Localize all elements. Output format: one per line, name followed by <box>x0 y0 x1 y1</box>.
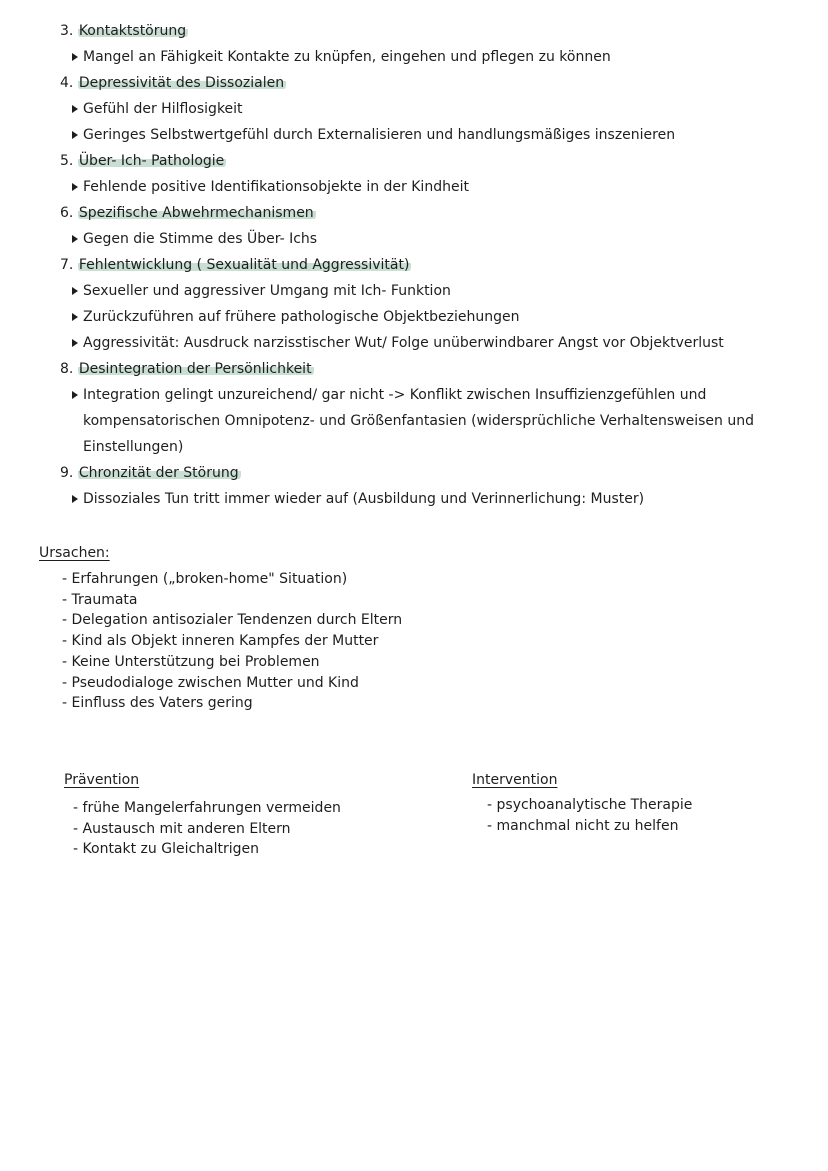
bullet-text: Fehlende positive Identifikationsobjekte in der Kindheit <box>83 179 469 195</box>
triangle-bullet-icon <box>72 339 78 347</box>
triangle-bullet-icon <box>72 53 78 61</box>
list-item: - Traumata <box>62 590 402 611</box>
bullet-text: Sexueller und aggressiver Umgang mit Ich- Funktion <box>83 283 451 299</box>
bullet-text: Gefühl der Hilflosigkeit <box>83 101 243 117</box>
item-title: Kontaktstörung <box>78 23 187 39</box>
list-item: - Einfluss des Vaters gering <box>62 693 402 714</box>
list-item: - frühe Mangelerfahrungen vermeiden <box>73 798 341 819</box>
list-item-heading <box>60 148 800 174</box>
bullet-item <box>60 96 800 122</box>
bullet-item <box>60 278 800 304</box>
numbered-list <box>60 18 800 512</box>
list-item: - Kontakt zu Gleichaltrigen <box>73 839 341 860</box>
item-number: 6. <box>60 205 74 221</box>
list-item: - manchmal nicht zu helfen <box>487 816 692 837</box>
triangle-bullet-icon <box>72 105 78 113</box>
list-item-heading <box>60 200 800 226</box>
bullet-text: Dissoziales Tun tritt immer wieder auf (Ausbildung und Verinnerlichung: Muster) <box>83 491 645 507</box>
item-number: 8. <box>60 361 74 377</box>
bullet-item <box>60 304 800 330</box>
bullet-item <box>60 122 800 148</box>
item-number: 4. <box>60 75 74 91</box>
list-item: - Austausch mit anderen Eltern <box>73 819 341 840</box>
ursachen-list <box>62 569 402 714</box>
item-title: Depressivität des Dissozialen <box>78 75 285 91</box>
list-item-heading <box>60 70 800 96</box>
intervention-title: Intervention <box>472 772 558 788</box>
triangle-bullet-icon <box>72 495 78 503</box>
item-title: Spezifische Abwehrmechanismen <box>78 205 314 221</box>
list-item: - Delegation antisozialer Tendenzen durch Eltern <box>62 610 402 631</box>
list-item-heading <box>60 460 800 486</box>
triangle-bullet-icon <box>72 313 78 321</box>
list-item-heading <box>60 18 800 44</box>
bullet-text: Gegen die Stimme des Über- Ichs <box>83 231 318 247</box>
bullet-text: Mangel an Fähigkeit Kontakte zu knüpfen, eingehen und pflegen zu können <box>83 49 611 65</box>
bullet-text: Zurückzuführen auf frühere pathologische Objektbeziehungen <box>83 309 520 325</box>
item-title: Fehlentwicklung ( Sexualität und Aggressivität) <box>78 257 410 273</box>
item-number: 3. <box>60 23 74 39</box>
triangle-bullet-icon <box>72 235 78 243</box>
list-item: - Erfahrungen („broken-home" Situation) <box>62 569 402 590</box>
list-item: - Kind als Objekt inneren Kampfes der Mutter <box>62 631 402 652</box>
bullet-item <box>60 486 800 512</box>
list-item-heading <box>60 356 800 382</box>
item-title: Über- Ich- Pathologie <box>78 153 225 169</box>
list-item: - Keine Unterstützung bei Problemen <box>62 652 402 673</box>
bullet-item <box>60 382 800 460</box>
list-item-heading <box>60 252 800 278</box>
item-number: 5. <box>60 153 74 169</box>
praevention-title: Prävention <box>64 772 140 788</box>
triangle-bullet-icon <box>72 391 78 399</box>
praevention-list <box>73 798 341 860</box>
triangle-bullet-icon <box>72 183 78 191</box>
item-number: 7. <box>60 257 74 273</box>
bullet-item <box>60 44 800 70</box>
bullet-text: Integration gelingt unzureichend/ gar nicht -> Konflikt zwischen Insuffizienzgefühlen und kompensatorischen Omnipotenz- und Größenfantasien (widersprüchliche Verhaltensweisen und Einstellungen) <box>83 387 754 455</box>
bullet-text: Aggressivität: Ausdruck narzisstischer Wut/ Folge unüberwindbarer Angst vor Objektverlust <box>83 335 724 351</box>
ursachen-title: Ursachen: <box>39 545 110 561</box>
intervention-list <box>487 795 692 836</box>
item-number: 9. <box>60 465 74 481</box>
item-title: Chronzität der Störung <box>78 465 239 481</box>
bullet-item <box>60 174 800 200</box>
triangle-bullet-icon <box>72 287 78 295</box>
item-title: Desintegration der Persönlichkeit <box>78 361 312 377</box>
triangle-bullet-icon <box>72 131 78 139</box>
bullet-item <box>60 330 800 356</box>
list-item: - psychoanalytische Therapie <box>487 795 692 816</box>
list-item: - Pseudodialoge zwischen Mutter und Kind <box>62 673 402 694</box>
bullet-text: Geringes Selbstwertgefühl durch Externalisieren und handlungsmäßiges inszenieren <box>83 127 676 143</box>
bullet-item <box>60 226 800 252</box>
